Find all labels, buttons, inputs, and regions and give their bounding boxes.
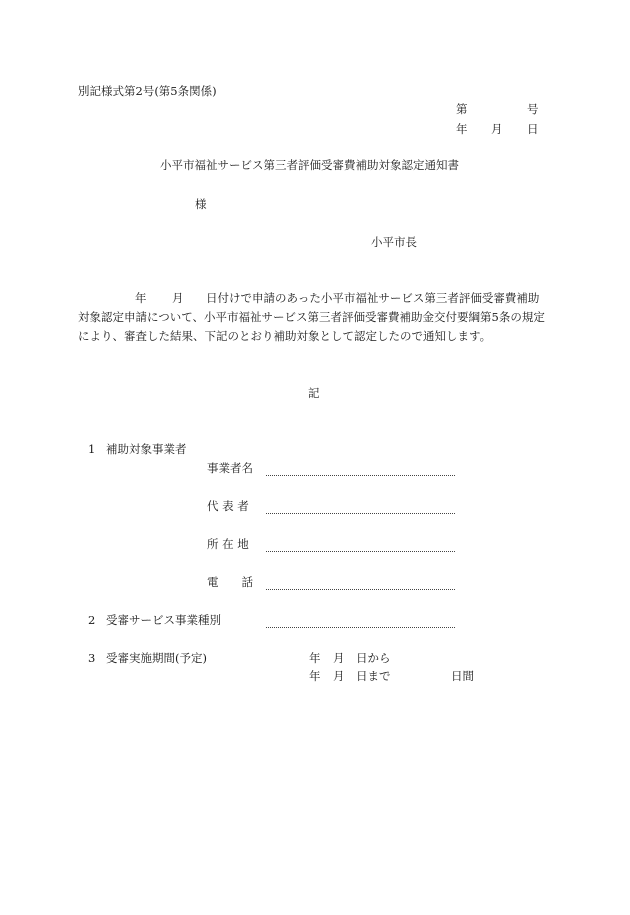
body-line-2: 対象認定申請について、小平市福祉サービス第三者評価受審費補助金交付要綱第5条の規定 — [78, 310, 545, 324]
body-year: 年 — [135, 291, 147, 305]
item-1-label: 補助対象事業者 — [106, 442, 187, 456]
item-2-label: 受審サービス事業種別 — [106, 613, 221, 627]
item-1-number: 1 — [88, 442, 96, 456]
representative-line — [266, 513, 455, 514]
body-line-3: により、審査した結果、下記のとおり補助対象として認定したので通知します。 — [78, 329, 492, 343]
item-3-number: 3 — [88, 651, 96, 665]
period-from-day: 日から — [356, 651, 391, 665]
ki-heading: 記 — [308, 386, 320, 400]
business-name-label: 事業者名 — [207, 461, 253, 475]
business-name-line — [266, 475, 455, 476]
item-3-label: 受審実施期間(予定) — [106, 651, 207, 665]
phone-label: 電 話 — [207, 575, 253, 589]
body-month: 月 — [172, 291, 184, 305]
service-type-line — [266, 627, 455, 628]
form-label: 別記様式第2号(第5条関係) — [78, 84, 217, 98]
number-suffix: 号 — [527, 102, 539, 116]
date-day: 日 — [527, 122, 539, 136]
period-from-year: 年 — [309, 651, 321, 665]
representative-label: 代 表 者 — [207, 499, 249, 513]
document-title: 小平市福祉サービス第三者評価受審費補助対象認定通知書 — [160, 158, 459, 172]
date-month: 月 — [491, 122, 503, 136]
item-2-number: 2 — [88, 613, 96, 627]
period-to-month: 月 — [333, 669, 345, 683]
address-label: 所 在 地 — [207, 537, 249, 551]
number-prefix: 第 — [456, 102, 468, 116]
date-year: 年 — [456, 122, 468, 136]
phone-line — [266, 589, 455, 590]
address-line — [266, 551, 455, 552]
period-from-month: 月 — [333, 651, 345, 665]
addressee-suffix: 様 — [195, 197, 207, 211]
body-line-1: 日付けで申請のあった小平市福祉サービス第三者評価受審費補助 — [206, 291, 540, 305]
period-to-year: 年 — [309, 669, 321, 683]
period-days: 日間 — [451, 669, 474, 683]
sender-name: 小平市長 — [371, 235, 417, 249]
period-to-day: 日まで — [356, 669, 391, 683]
